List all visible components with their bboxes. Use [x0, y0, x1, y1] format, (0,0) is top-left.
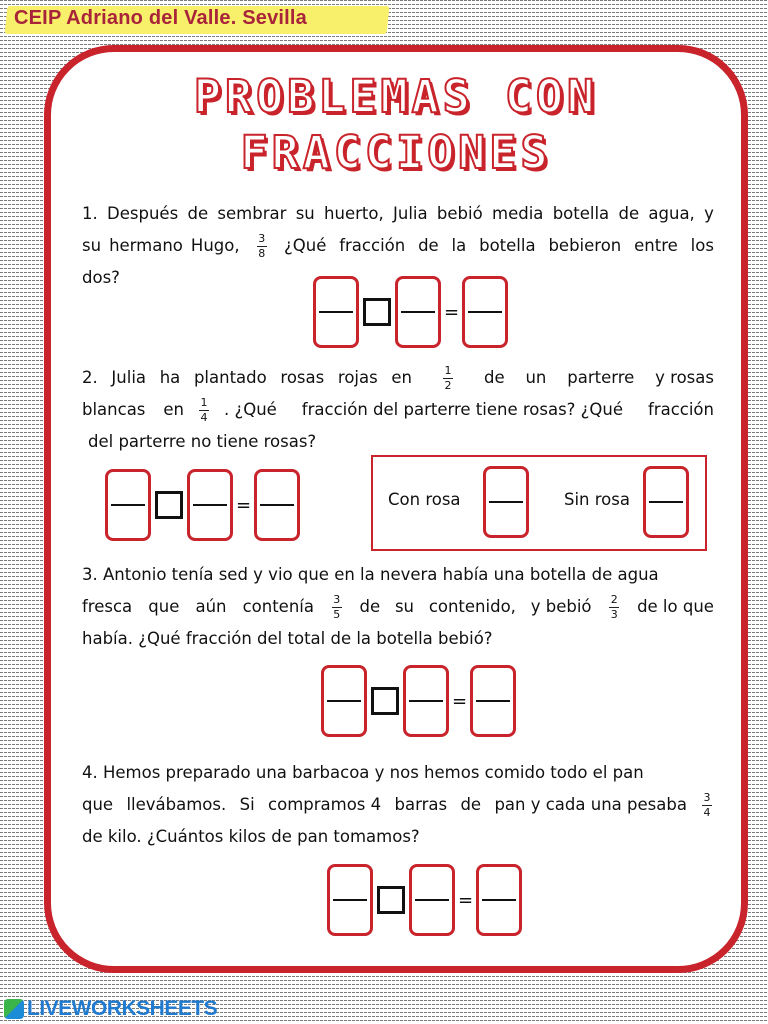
fraction-result-box[interactable]	[462, 276, 508, 348]
word: Julia	[393, 204, 428, 223]
word: los	[690, 236, 714, 255]
fraction-result-box[interactable]	[254, 469, 300, 541]
problem-4-line-3: de kilo. ¿Cuántos kilos de pan tomamos?	[82, 827, 420, 846]
word: rosas	[280, 368, 325, 387]
problem-1-line-2	[82, 230, 714, 262]
word: plantado	[193, 368, 267, 387]
word: hermano	[109, 236, 183, 255]
equals-sign: =	[444, 301, 460, 323]
problem-3-line-1: 3. Antonio tenía sed y vio que en la nevera había una botella de agua	[82, 565, 659, 584]
equals-sign: =	[458, 889, 474, 911]
word: huerto,	[324, 204, 384, 223]
fraction-answer-box[interactable]	[409, 864, 455, 936]
word: y rosas	[655, 368, 714, 387]
fraction-result-box[interactable]	[470, 665, 516, 737]
operator-box[interactable]	[363, 298, 391, 326]
word: de	[187, 204, 209, 223]
equation-4	[327, 864, 522, 936]
liveworksheets-logo[interactable]	[0, 994, 264, 1024]
problem-1-line-2b	[284, 230, 714, 262]
roses-summary-box	[371, 455, 707, 551]
fraction-answer-box[interactable]	[395, 276, 441, 348]
word: agua,	[648, 204, 695, 223]
word: su	[295, 204, 315, 223]
word: bebieron	[548, 236, 622, 255]
fraction-answer-box[interactable]	[187, 469, 233, 541]
word: pan y cada una pesaba	[494, 795, 687, 814]
word: que	[82, 795, 114, 814]
word: Si	[239, 795, 255, 814]
word: su	[394, 597, 415, 616]
word: Hugo,	[190, 236, 240, 255]
word: parterre	[567, 368, 635, 387]
word: entre	[634, 236, 678, 255]
word: blancas	[82, 400, 146, 419]
word: Después	[107, 204, 179, 223]
word: que	[148, 597, 180, 616]
fraction-1-2: $\frac{1}{2}$	[444, 363, 452, 392]
word: ¿Qué	[284, 236, 327, 255]
word: de	[618, 204, 640, 223]
word: botella	[552, 204, 610, 223]
word: . ¿Qué	[223, 400, 277, 419]
problem-2-line-3: del parterre no tiene rosas?	[88, 432, 317, 451]
con-rosa-label: Con rosa	[388, 490, 461, 509]
operator-box[interactable]	[371, 687, 399, 715]
title-line-2: FRACCIONES	[240, 126, 552, 179]
sin-rosa-label: Sin rosa	[564, 490, 630, 509]
word: la	[451, 236, 467, 255]
fraction-answer-box[interactable]	[403, 665, 449, 737]
operator-box[interactable]	[377, 886, 405, 914]
word: de	[359, 597, 381, 616]
word: aún	[195, 597, 227, 616]
word: bebió	[436, 204, 483, 223]
problem-1-line-2a	[82, 230, 240, 262]
word: y	[704, 204, 714, 223]
word: barras	[394, 795, 448, 814]
word: ha	[159, 368, 181, 387]
word: fracción	[339, 236, 406, 255]
liveworksheets-brand: LIVEWORKSHEETS	[27, 997, 218, 1020]
fraction-answer-box[interactable]	[327, 864, 373, 936]
word: 2.	[82, 368, 98, 387]
fraction-1-4: $\frac{1}{4}$	[200, 395, 208, 424]
word: de	[418, 236, 439, 255]
word: llevábamos.	[126, 795, 227, 814]
fraction-answer-box[interactable]	[105, 469, 151, 541]
liveworksheets-icon	[4, 999, 24, 1019]
fraction-2-3: $\frac{2}{3}$	[610, 592, 618, 621]
word: botella	[479, 236, 536, 255]
sin-rosa-box[interactable]	[643, 466, 689, 538]
fraction-answer-box[interactable]	[313, 276, 359, 348]
word: en	[391, 368, 412, 387]
con-rosa-box[interactable]	[483, 466, 529, 538]
operator-box[interactable]	[155, 491, 183, 519]
equals-sign: =	[452, 690, 468, 712]
problem-4	[82, 757, 714, 853]
equals-sign: =	[236, 494, 252, 516]
problem-4-line-1: 4. Hemos preparado una barbacoa y nos hemos comido todo el pan	[82, 763, 644, 782]
school-name: CEIP Adriano del Valle. Sevilla	[14, 7, 307, 29]
word: sembrar	[217, 204, 287, 223]
word: media	[492, 204, 544, 223]
problem-1-line-1	[82, 198, 714, 230]
fraction-answer-box[interactable]	[321, 665, 367, 737]
equation-3	[321, 665, 516, 737]
title-line-1: PROBLEMAS CON	[193, 70, 599, 123]
word: rojas	[337, 368, 378, 387]
word: fresca	[82, 597, 133, 616]
problem-4-line-2	[82, 789, 714, 821]
word: de	[460, 795, 482, 814]
fraction-3-4: $\frac{3}{4}$	[703, 790, 711, 819]
problem-2	[82, 362, 714, 458]
equation-2	[105, 469, 300, 541]
fraction-3-5: $\frac{3}{5}$	[333, 592, 341, 621]
word: contenido,	[428, 597, 516, 616]
problem-1-line-3: dos?	[82, 268, 120, 287]
fraction-result-box[interactable]	[476, 864, 522, 936]
word: 1.	[82, 204, 98, 223]
word: en	[163, 400, 185, 419]
equation-1	[313, 276, 508, 348]
word: un	[525, 368, 547, 387]
word: contenía	[242, 597, 314, 616]
word: y bebió	[530, 597, 592, 616]
word: fracción del parterre tiene rosas? ¿Qué	[301, 400, 624, 419]
problem-2-line-1	[82, 362, 714, 394]
word: de	[484, 368, 505, 387]
fraction-3-8: $\frac{3}{8}$	[258, 231, 266, 260]
word: compramos 4	[268, 795, 382, 814]
word: fracción	[647, 400, 714, 419]
word: su	[82, 236, 102, 255]
problem-2-line-2	[82, 394, 714, 426]
problem-3-line-2: fresca que aún contenía $\frac{3}{5}$ de su contenido, y bebió $\frac{2}{3}$ de lo que	[82, 591, 714, 623]
problem-3-line-3: había. ¿Qué fracción del total de la botella bebió?	[82, 629, 493, 648]
word: Julia	[111, 368, 147, 387]
problem-3	[82, 559, 714, 655]
